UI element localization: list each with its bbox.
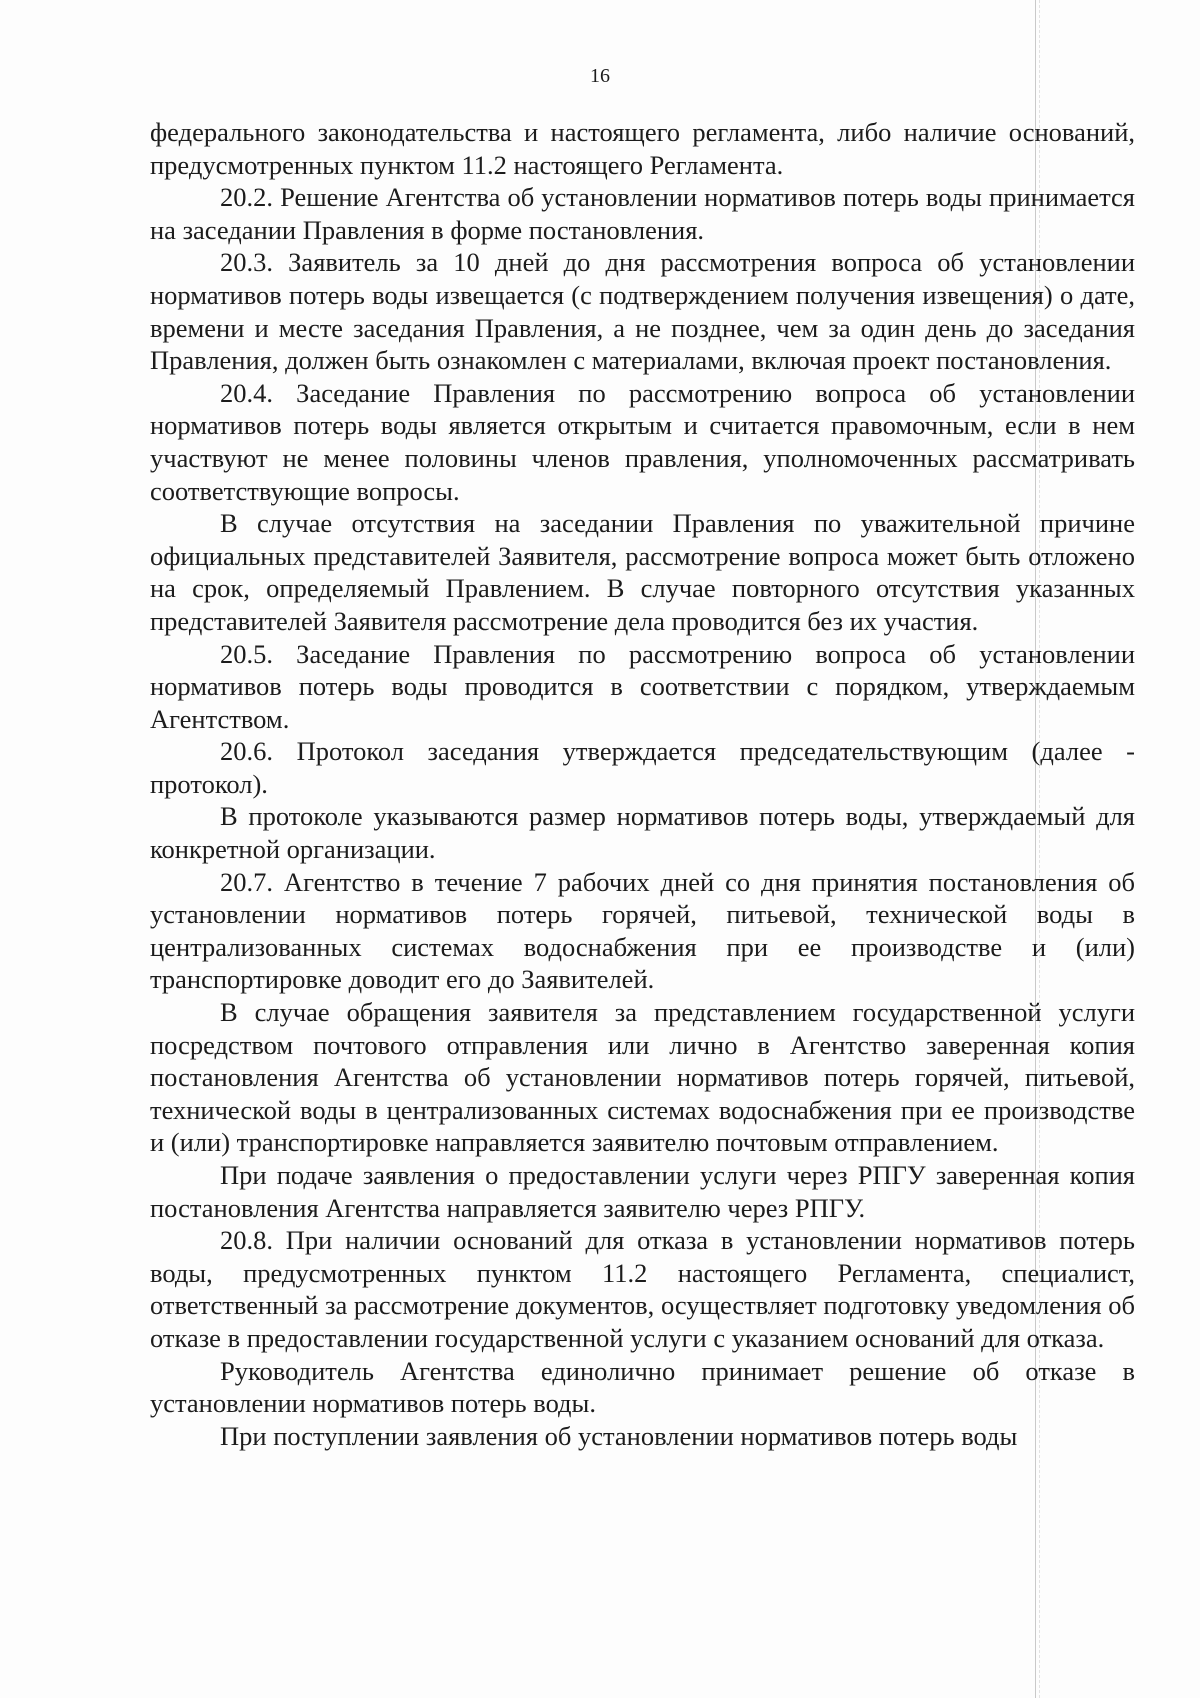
paragraph-head-decision: Руководитель Агентства единолично принимает решение об отказе в установлении нормативов потерь воды. [150,1355,1135,1419]
paragraph-rpgu: При подаче заявления о предоставлении услуги через РПГУ заверенная копия постановления Агентства направляется заявителю через РПГУ. [150,1160,1135,1223]
paragraph-incoming: При поступлении заявления об установлении нормативов потерь воды [220,1420,1018,1451]
paragraph-protocol: В протоколе указываются размер нормативов потерь воды, утверждаемый для конкретной организации. [150,801,1135,865]
paragraph-20-5: 20.5. Заседание Правления по рассмотрению вопроса об установлении нормативов потерь воды проводится в соответствии с порядком, утверждаемым Агентством. [150,638,1135,734]
paragraph-20-2: 20.2. Решение Агентства об установлении нормативов потерь воды принимается на заседании Правления в форме постановления. [150,182,1135,245]
paragraph-20-3: 20.3. Заявитель за 10 дней до дня рассмотрения вопроса об установлении нормативов потерь воды извещается (с подтверждением получения извещения) о дате, времени и месте заседания Правления, а не позднее, чем за один день до заседания Правления, должен быть ознакомлен с материалами, включая проект постановления. [150,247,1135,376]
paragraph-20-4: 20.4. Заседание Правления по рассмотрению вопроса об установлении нормативов потерь воды является открытым и считается правомочным, если в нем участвуют не менее половины членов правления, уполномоченных рассматривать соответствующие вопросы. [150,377,1135,506]
paragraph-20-6: 20.6. Протокол заседания утверждается председательствующим (далее - протокол). [150,736,1135,799]
page-number: 16 [590,65,610,87]
paragraph-continuation: федерального законодательства и настоящего регламента, либо наличие оснований, предусмотренных пунктом 11.2 настоящего Регламента. [150,117,1135,180]
paragraph-20-8: 20.8. При наличии оснований для отказа в установлении нормативов потерь воды, предусмотренных пунктом 11.2 настоящего Регламента, специалист, ответственный за рассмотрение документов, осуществляет подготовку уведомления об отказе в предоставлении государственной услуги с указанием оснований для отказа. [150,1225,1135,1353]
paragraph-20-7: 20.7. Агентство в течение 7 рабочих дней со дня принятия постановления об установлении нормативов потерь горячей, питьевой, технической воды в централизованных системах водоснабжения при ее производстве и (или) транспортировке доводит его до Заявителей. [150,866,1135,995]
document-body [150,116,1135,1452]
paragraph-postal: В случае обращения заявителя за представлением государственной услуги посредством почтового отправления или лично в Агентство заверенная копия постановления Агентства об установлении нормативов потерь горячей, питьевой, технической воды в централизованных системах водоснабжения при ее производстве и (или) транспортировке направляется заявителю почтовым отправлением. [150,997,1135,1158]
paragraph-absence: В случае отсутствия на заседании Правления по уважительной причине официальных представителей Заявителя, рассмотрение вопроса может быть отложено на срок, определяемый Правлением. В случае повторного отсутствия указанных представителей Заявителя рассмотрение дела проводится без их участия. [150,508,1135,636]
